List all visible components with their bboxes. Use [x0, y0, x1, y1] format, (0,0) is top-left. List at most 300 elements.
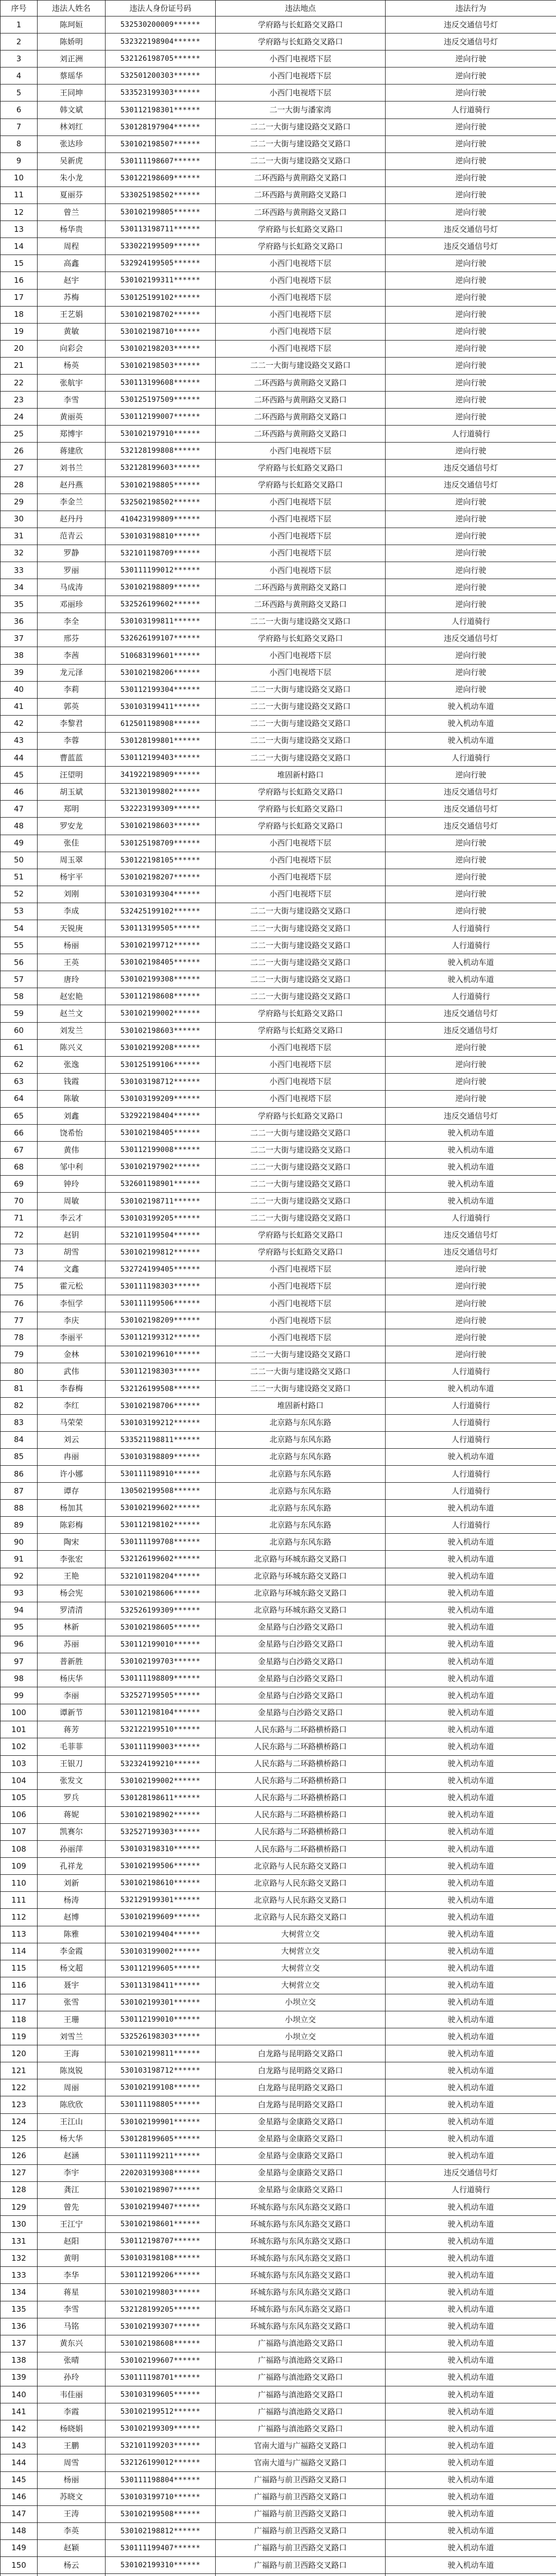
cell-name: 曾先: [38, 2199, 106, 2216]
table-row: [1, 1534, 556, 1551]
cell-violation: 驶入机动车道: [386, 715, 556, 732]
cell-name: 王艳: [38, 1568, 106, 1585]
cell-name: 陈兴义: [38, 1039, 106, 1056]
cell-id-number: 530102198805******: [106, 477, 216, 494]
cell-location: 二环西路与黄荆路交叉路口: [216, 374, 386, 391]
table-row: [1, 767, 556, 784]
cell-id-number: 532502198502******: [106, 494, 216, 511]
cell-name: 韩文斌: [38, 101, 106, 118]
table-row: [1, 1875, 556, 1892]
cell-id-number: 530102198606******: [106, 1585, 216, 1602]
cell-index: 141: [1, 2403, 38, 2420]
cell-violation: 逆向行驶: [386, 664, 556, 681]
cell-location: 人民东路与二环路横桥路口: [216, 1789, 386, 1806]
table-row: [1, 2267, 556, 2284]
cell-location: 金星路与金康路交叉路口: [216, 2164, 386, 2181]
cell-name: 王鹏: [38, 2437, 106, 2454]
cell-location: 二二一大街与建设路交叉路口: [216, 1380, 386, 1397]
cell-location: 北京路与环城东路交叉路口: [216, 1568, 386, 1585]
table-row: [1, 2574, 556, 2576]
cell-name: 周丽: [38, 2079, 106, 2096]
cell-violation: 驶入机动车道: [386, 954, 556, 971]
cell-name: 马铭: [38, 2318, 106, 2335]
cell-violation: 驶入机动车道: [386, 2403, 556, 2420]
cell-index: 26: [1, 443, 38, 460]
cell-id-number: 530102198603******: [106, 1022, 216, 1039]
table-row: [1, 1414, 556, 1431]
cell-index: 148: [1, 2522, 38, 2539]
cell-violation: 人行道骑行: [386, 1210, 556, 1227]
table-row: [1, 1909, 556, 1926]
table-row: [1, 1789, 556, 1806]
cell-id-number: 530103199304******: [106, 886, 216, 903]
table-row: [1, 1227, 556, 1244]
cell-violation: 违反交通信号灯: [386, 2164, 556, 2181]
cell-violation: 驶入机动车道: [386, 2318, 556, 2335]
cell-id-number: 530102198203******: [106, 340, 216, 357]
table-row: [1, 204, 556, 221]
cell-violation: 违反交通信号灯: [386, 33, 556, 50]
cell-id-number: 532526199602******: [106, 596, 216, 613]
cell-violation: 驶入机动车道: [386, 2352, 556, 2369]
cell-name: 赵涵: [38, 2147, 106, 2164]
table-row: [1, 2079, 556, 2096]
cell-location: 金星路与白沙路交叉路口: [216, 1687, 386, 1704]
cell-location: 小西门电视塔下层: [216, 1056, 386, 1073]
cell-id-number: 530102198207******: [106, 869, 216, 886]
table-row: [1, 2403, 556, 2420]
table-row: [1, 988, 556, 1005]
cell-violation: 驶入机动车道: [386, 698, 556, 715]
cell-id-number: 530111199012******: [106, 562, 216, 579]
cell-id-number: 530112199312******: [106, 1329, 216, 1346]
cell-id-number: 530103198810******: [106, 528, 216, 545]
cell-violation: 违反交通信号灯: [386, 1227, 556, 1244]
table-row: [1, 152, 556, 170]
table-row: [1, 1193, 556, 1210]
cell-location: 小西门电视塔下层: [216, 886, 386, 903]
table-row: [1, 1823, 556, 1840]
cell-name: 赵兰文: [38, 1005, 106, 1022]
cell-location: 人民东路与二环路横桥路口: [216, 1841, 386, 1858]
cell-location: 广福路与滇池路交叉路口: [216, 2352, 386, 2369]
cell-location: 学府路与长虹路交叉路口: [216, 238, 386, 255]
cell-id-number: 530111199211******: [106, 2147, 216, 2164]
cell-index: 138: [1, 2352, 38, 2369]
cell-id-number: 530102198711******: [106, 1193, 216, 1210]
cell-name: 张佳: [38, 835, 106, 852]
cell-location: 小西门电视塔下层: [216, 1329, 386, 1346]
cell-id-number: 530102198503******: [106, 357, 216, 374]
cell-location: 人民东路与二环路横桥路口: [216, 1806, 386, 1823]
cell-name: 张雪: [38, 1994, 106, 2011]
table-row: [1, 1670, 556, 1687]
table-row: [1, 409, 556, 426]
table-header-row: [1, 1, 556, 16]
cell-name: 刘书兰: [38, 460, 106, 477]
cell-location: 北京路与东风东路: [216, 1431, 386, 1448]
cell-id-number: 530102199108******: [106, 2079, 216, 2096]
cell-name: 陈欣欣: [38, 2096, 106, 2113]
cell-id-number: 530103199411******: [106, 698, 216, 715]
table-row: [1, 835, 556, 852]
cell-index: 17: [1, 289, 38, 306]
table-row: [1, 118, 556, 135]
cell-location: 二二一大街与建设路交叉路口: [216, 1210, 386, 1227]
cell-index: 66: [1, 1125, 38, 1142]
cell-index: 65: [1, 1108, 38, 1125]
cell-violation: 人行道骑行: [386, 1414, 556, 1431]
cell-index: 145: [1, 2471, 38, 2488]
cell-index: 84: [1, 1431, 38, 1448]
cell-location: 二环西路与黄荆路交叉路口: [216, 426, 386, 443]
table-row: [1, 1602, 556, 1619]
cell-location: 环城东路与东风东路交叉路口: [216, 2318, 386, 2335]
table-row: [1, 2335, 556, 2352]
cell-id-number: 532223199309******: [106, 801, 216, 818]
cell-id-number: 532322198904******: [106, 33, 216, 50]
cell-violation: 驶入机动车道: [386, 2522, 556, 2539]
cell-id-number: 530112198303******: [106, 1363, 216, 1380]
cell-name: 邓丽珍: [38, 596, 106, 613]
cell-name: 王海: [38, 2045, 106, 2062]
cell-name: 李莉: [38, 681, 106, 698]
cell-index: 48: [1, 818, 38, 835]
table-row: [1, 1943, 556, 1960]
cell-location: 金星路与金康路交叉路口: [216, 2181, 386, 2198]
cell-violation: 驶入机动车道: [386, 2199, 556, 2216]
cell-index: 147: [1, 2505, 38, 2522]
cell-id-number: 532101199504******: [106, 1227, 216, 1244]
cell-violation: 逆向行驶: [386, 340, 556, 357]
cell-name: 李黎君: [38, 715, 106, 732]
cell-violation: 人行道骑行: [386, 1431, 556, 1448]
cell-location: 广福路与前卫西路交叉路口: [216, 2488, 386, 2505]
cell-index: 140: [1, 2386, 38, 2403]
cell-location: 二一大街与潘家湾: [216, 101, 386, 118]
cell-violation: 逆向行驶: [386, 579, 556, 596]
cell-violation: 驶入机动车道: [386, 2556, 556, 2573]
cell-id-number: 530102198812******: [106, 2522, 216, 2539]
cell-name: 李全: [38, 613, 106, 630]
cell-name: 杨华贵: [38, 221, 106, 238]
table-row: [1, 1397, 556, 1414]
cell-location: 广福路与前卫西路交叉路口: [216, 2556, 386, 2573]
cell-index: 102: [1, 1738, 38, 1755]
cell-index: 49: [1, 835, 38, 852]
cell-violation: 逆向行驶: [386, 409, 556, 426]
cell-name: 李雪: [38, 2301, 106, 2318]
cell-index: 20: [1, 340, 38, 357]
cell-name: 刘新: [38, 1875, 106, 1892]
cell-location: 金星路与白沙路交叉路口: [216, 1636, 386, 1653]
cell-index: 113: [1, 1926, 38, 1943]
cell-id-number: 530102198907******: [106, 2181, 216, 2198]
cell-id-number: 532128199808******: [106, 443, 216, 460]
cell-violation: 驶入机动车道: [386, 2301, 556, 2318]
cell-id-number: 530102198710******: [106, 323, 216, 340]
table-row: [1, 1994, 556, 2011]
table-row: [1, 954, 556, 971]
cell-id-number: 532527199505******: [106, 1687, 216, 1704]
cell-id-number: 530125198709******: [106, 835, 216, 852]
cell-name: 李茜: [38, 647, 106, 664]
cell-index: 9: [1, 152, 38, 170]
cell-index: 2: [1, 33, 38, 50]
cell-location: 广福路与前卫西路交叉路口: [216, 2522, 386, 2539]
cell-name: 韦佳丽: [38, 2386, 106, 2403]
cell-id-number: 530103198712******: [106, 1073, 216, 1090]
cell-violation: 逆向行驶: [386, 494, 556, 511]
cell-index: 52: [1, 886, 38, 903]
cell-index: 108: [1, 1841, 38, 1858]
cell-name: 刘云: [38, 1431, 106, 1448]
table-row: [1, 2062, 556, 2079]
cell-location: 小西门电视塔下层: [216, 1039, 386, 1056]
table-row: [1, 2147, 556, 2164]
table-row: [1, 2488, 556, 2505]
cell-violation: 驶入机动车道: [386, 1380, 556, 1397]
cell-name: 杨涛: [38, 1892, 106, 1909]
cell-name: 黄明: [38, 2250, 106, 2267]
cell-name: 蒋妮: [38, 1806, 106, 1823]
cell-violation: 逆向行驶: [386, 1056, 556, 1073]
cell-index: 106: [1, 1806, 38, 1823]
cell-name: 霍元松: [38, 1278, 106, 1295]
cell-name: 李宇: [38, 2164, 106, 2181]
cell-name: 赵博: [38, 1909, 106, 1926]
cell-id-number: 532128199205******: [106, 2301, 216, 2318]
header-violation: 违法行为: [386, 1, 556, 16]
cell-index: 16: [1, 272, 38, 289]
cell-violation: 逆向行驶: [386, 1073, 556, 1090]
cell-violation: 驶入机动车道: [386, 1721, 556, 1738]
cell-violation: 逆向行驶: [386, 272, 556, 289]
cell-location: 小西门电视塔下层: [216, 1312, 386, 1329]
cell-location: 二环西路与黄荆路交叉路口: [216, 187, 386, 204]
cell-index: 34: [1, 579, 38, 596]
cell-id-number: 530103198310******: [106, 1841, 216, 1858]
cell-id-number: 530113198711******: [106, 221, 216, 238]
table-row: [1, 426, 556, 443]
cell-violation: 逆向行驶: [386, 767, 556, 784]
cell-location: 小西门电视塔下层: [216, 255, 386, 272]
cell-index: 30: [1, 511, 38, 528]
header-name: 违法人姓名: [38, 1, 106, 16]
cell-id-number: 530103199002******: [106, 1943, 216, 1960]
cell-violation: 违反交通信号灯: [386, 784, 556, 801]
cell-id-number: 532924199505******: [106, 255, 216, 272]
cell-name: 赵钥: [38, 1227, 106, 1244]
cell-id-number: 532122199510******: [106, 1721, 216, 1738]
cell-name: 赵颖: [38, 2539, 106, 2556]
cell-id-number: 530111199708******: [106, 1534, 216, 1551]
table-row: [1, 1517, 556, 1534]
cell-index: 47: [1, 801, 38, 818]
table-row: [1, 852, 556, 869]
table-row: [1, 1380, 556, 1397]
cell-index: 1: [1, 16, 38, 33]
cell-index: 130: [1, 2216, 38, 2233]
cell-id-number: 530102199512******: [106, 2403, 216, 2420]
cell-name: 周程: [38, 238, 106, 255]
cell-violation: 驶入机动车道: [386, 2028, 556, 2045]
cell-name: 李英: [38, 2522, 106, 2539]
cell-index: 56: [1, 954, 38, 971]
cell-location: 小西门电视塔下层: [216, 511, 386, 528]
cell-index: 61: [1, 1039, 38, 1056]
table-row: [1, 1892, 556, 1909]
table-row: [1, 1653, 556, 1670]
cell-violation: 逆向行驶: [386, 1329, 556, 1346]
cell-violation: 逆向行驶: [386, 886, 556, 903]
cell-id-number: 533521198811******: [106, 1431, 216, 1448]
cell-location: 二二一大街与建设路交叉路口: [216, 1193, 386, 1210]
cell-id-number: 530102198605******: [106, 1619, 216, 1636]
cell-name: 谭存: [38, 1483, 106, 1500]
cell-violation: 逆向行驶: [386, 596, 556, 613]
cell-name: 林刘红: [38, 118, 106, 135]
table-row: [1, 1738, 556, 1755]
cell-location: 金星路与白沙路交叉路口: [216, 1670, 386, 1687]
cell-violation: 驶入机动车道: [386, 1909, 556, 1926]
cell-index: 105: [1, 1789, 38, 1806]
table-row: [1, 16, 556, 33]
table-row: [1, 2369, 556, 2386]
cell-violation: 逆向行驶: [386, 545, 556, 562]
cell-name: 钟玲: [38, 1176, 106, 1193]
cell-name: 蒋芳: [38, 1721, 106, 1738]
cell-index: 129: [1, 2199, 38, 2216]
cell-location: 小坝立交: [216, 2011, 386, 2028]
cell-location: 小西门电视塔下层: [216, 1261, 386, 1278]
cell-id-number: 532126198705******: [106, 50, 216, 67]
cell-id-number: 530102198209******: [106, 1312, 216, 1329]
table-row: [1, 1568, 556, 1585]
cell-index: 37: [1, 630, 38, 647]
cell-location: 环城东路与东风东路交叉路口: [216, 2267, 386, 2284]
table-row: [1, 255, 556, 272]
cell-id-number: 220203199308******: [106, 2164, 216, 2181]
cell-name: 周雪: [38, 2454, 106, 2471]
table-row: [1, 1585, 556, 1602]
cell-violation: 人行道骑行: [386, 1483, 556, 1500]
cell-id-number: 530102199002******: [106, 1005, 216, 1022]
cell-index: 111: [1, 1892, 38, 1909]
table-row: [1, 2301, 556, 2318]
cell-index: 10: [1, 170, 38, 187]
cell-location: 广福路与前卫西路交叉路口: [216, 2505, 386, 2522]
header-location: 违法地点: [216, 1, 386, 16]
cell-location: 小西门电视塔下层: [216, 1278, 386, 1295]
cell-name: 杨文超: [38, 1960, 106, 1977]
table-row: [1, 101, 556, 118]
cell-name: 马荣荣: [38, 1414, 106, 1431]
cell-index: 13: [1, 221, 38, 238]
cell-location: 北京路与东风东路: [216, 1483, 386, 1500]
cell-location: 学府路与长虹路交叉路口: [216, 460, 386, 477]
cell-id-number: 530112198608******: [106, 988, 216, 1005]
cell-violation: 违反交通信号灯: [386, 630, 556, 647]
cell-location: 北京路与环城东路交叉路口: [216, 1602, 386, 1619]
cell-location: 广福路与滇池路交叉路口: [216, 2403, 386, 2420]
cell-name: 孙丽萍: [38, 1841, 106, 1858]
cell-violation: 驶入机动车道: [386, 2250, 556, 2267]
cell-index: 78: [1, 1329, 38, 1346]
table-row: [1, 2454, 556, 2471]
cell-id-number: 533022199509******: [106, 238, 216, 255]
cell-index: 58: [1, 988, 38, 1005]
cell-location: 环城东路与东风东路交叉路口: [216, 2284, 386, 2301]
cell-location: 小西门电视塔下层: [216, 1073, 386, 1090]
table-row: [1, 715, 556, 732]
cell-violation: 违反交通信号灯: [386, 801, 556, 818]
table-row: [1, 238, 556, 255]
cell-name: 刘正洲: [38, 50, 106, 67]
table-row: [1, 272, 556, 289]
cell-violation: [386, 2574, 556, 2576]
cell-violation: 逆向行驶: [386, 152, 556, 170]
table-row: [1, 1108, 556, 1125]
cell-id-number: 532101198709******: [106, 545, 216, 562]
cell-violation: 驶入机动车道: [386, 1193, 556, 1210]
cell-location: 环城东路与东风东路交叉路口: [216, 2199, 386, 2216]
cell-id-number: 530102198507******: [106, 135, 216, 152]
cell-violation: 驶入机动车道: [386, 1670, 556, 1687]
table-row: [1, 221, 556, 238]
cell-location: 小西门电视塔下层: [216, 852, 386, 869]
table-row: [1, 2199, 556, 2216]
cell-index: 24: [1, 409, 38, 426]
cell-index: 83: [1, 1414, 38, 1431]
cell-location: 学府路与长虹路交叉路口: [216, 784, 386, 801]
cell-name: 郭英: [38, 698, 106, 715]
table-row: [1, 528, 556, 545]
cell-id-number: 510683199601******: [106, 647, 216, 664]
cell-index: 63: [1, 1073, 38, 1090]
cell-location: 环城东路与东风东路交叉路口: [216, 2250, 386, 2267]
cell-location: 学府路与长虹路交叉路口: [216, 1227, 386, 1244]
cell-id-number: 530113198411******: [106, 1977, 216, 1994]
cell-id-number: 530102199508******: [106, 2505, 216, 2522]
table-row: [1, 937, 556, 954]
cell-violation: 违反交通信号灯: [386, 460, 556, 477]
cell-location: 大树营立交: [216, 1926, 386, 1943]
cell-location: 官南大道与广福路交叉路口: [216, 2454, 386, 2471]
cell-index: 46: [1, 784, 38, 801]
cell-violation: 人行道骑行: [386, 426, 556, 443]
table-row: [1, 1977, 556, 1994]
cell-location: 小西门电视塔下层: [216, 494, 386, 511]
cell-violation: 驶入机动车道: [386, 1551, 556, 1568]
cell-name: 孙玲: [38, 2369, 106, 2386]
cell-violation: 逆向行驶: [386, 50, 556, 67]
cell-violation: 驶入机动车道: [386, 1875, 556, 1892]
table-row: [1, 289, 556, 306]
cell-index: 93: [1, 1585, 38, 1602]
table-row: [1, 135, 556, 152]
cell-index: 23: [1, 392, 38, 409]
cell-name: 王英: [38, 954, 106, 971]
cell-name: 曾兰: [38, 204, 106, 221]
cell-location: 二二一大街与建设路交叉路口: [216, 937, 386, 954]
cell-violation: 逆向行驶: [386, 357, 556, 374]
cell-name: 孔祥龙: [38, 1858, 106, 1875]
cell-name: 蒋星: [38, 2284, 106, 2301]
cell-violation: 驶入机动车道: [386, 1823, 556, 1840]
table-row: [1, 1858, 556, 1875]
table-row: [1, 1125, 556, 1142]
